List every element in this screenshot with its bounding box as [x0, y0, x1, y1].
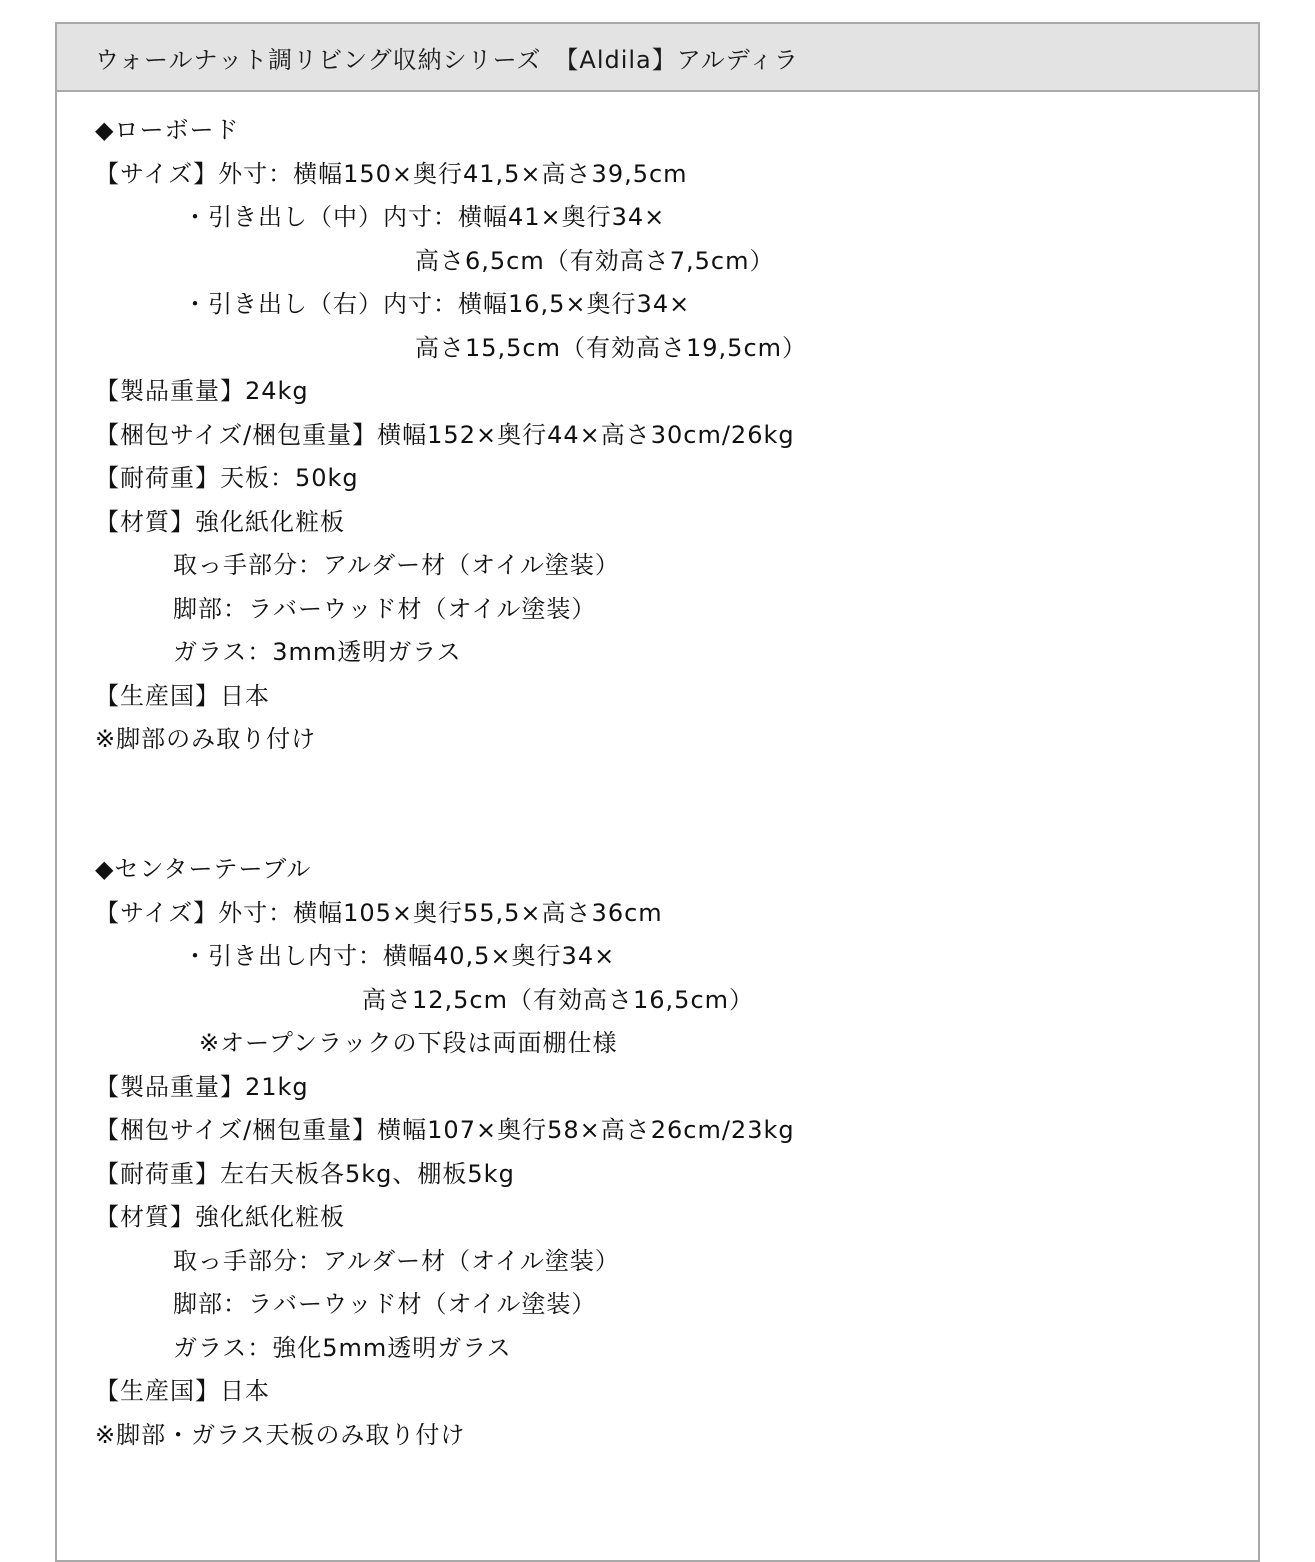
- center-table-size: 【サイズ】外寸：横幅105×奥行55,5×高さ36cm: [95, 899, 663, 927]
- lowboard-origin: 【生産国】日本: [95, 682, 270, 710]
- lowboard-material-legs: 脚部：ラバーウッド材（オイル塗装）: [173, 595, 597, 623]
- lowboard-drawer-mid-height: 高さ6,5cm（有効高さ7,5cm）: [415, 247, 775, 275]
- center-table-load: 【耐荷重】左右天板各5kg、棚板5kg: [95, 1160, 515, 1188]
- center-table-package: 【梱包サイズ/梱包重量】横幅107×奥行58×高さ26cm/23kg: [95, 1116, 795, 1144]
- panel-title: ウォールナット調リビング収納シリーズ 【Aldila】アルディラ: [57, 24, 1258, 92]
- lowboard-drawer-right: ・引き出し（右）内寸：横幅16,5×奥行34×: [183, 290, 691, 318]
- center-table-weight: 【製品重量】21kg: [95, 1073, 309, 1101]
- center-table-material-handle: 取っ手部分：アルダー材（オイル塗装）: [173, 1247, 620, 1275]
- center-table-heading: ◆センターテーブル: [95, 855, 312, 883]
- center-table-drawer-height: 高さ12,5cm（有効高さ16,5cm）: [362, 986, 755, 1014]
- center-table-material-legs: 脚部：ラバーウッド材（オイル塗装）: [173, 1290, 597, 1318]
- center-table-rack-note: ※オープンラックの下段は両面棚仕様: [199, 1029, 618, 1057]
- lowboard-material-glass: ガラス：3mm透明ガラス: [173, 638, 462, 666]
- lowboard-size: 【サイズ】外寸：横幅150×奥行41,5×高さ39,5cm: [95, 160, 688, 188]
- center-table-material-glass: ガラス：強化5mm透明ガラス: [173, 1334, 512, 1362]
- center-table-drawer: ・引き出し内寸：横幅40,5×奥行34×: [183, 942, 616, 970]
- lowboard-weight: 【製品重量】24kg: [95, 377, 309, 405]
- lowboard-package: 【梱包サイズ/梱包重量】横幅152×奥行44×高さ30cm/26kg: [95, 421, 795, 449]
- center-table-material: 【材質】強化紙化粧板: [95, 1203, 345, 1231]
- center-table-assembly-note: ※脚部・ガラス天板のみ取り付け: [95, 1421, 466, 1449]
- lowboard-drawer-right-height: 高さ15,5cm（有効高さ19,5cm）: [415, 334, 808, 362]
- lowboard-drawer-mid: ・引き出し（中）内寸：横幅41×奥行34×: [183, 203, 666, 231]
- lowboard-material-handle: 取っ手部分：アルダー材（オイル塗装）: [173, 551, 620, 579]
- spec-panel: [55, 22, 1260, 1562]
- lowboard-heading: ◆ローボード: [95, 116, 240, 144]
- lowboard-load: 【耐荷重】天板：50kg: [95, 464, 359, 492]
- lowboard-assembly-note: ※脚部のみ取り付け: [95, 725, 317, 753]
- center-table-origin: 【生産国】日本: [95, 1377, 270, 1405]
- lowboard-material: 【材質】強化紙化粧板: [95, 508, 345, 536]
